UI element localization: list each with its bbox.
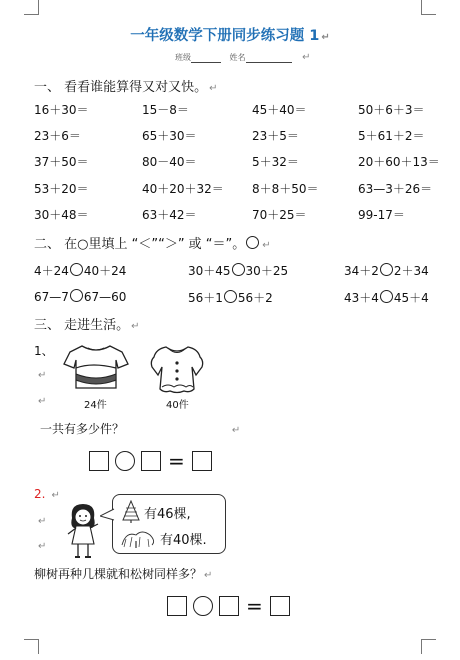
compare-left: 67—7 bbox=[34, 290, 69, 304]
section-2-heading bbox=[34, 233, 271, 252]
calc-problem: 8＋8＋50＝ bbox=[252, 182, 319, 196]
q1-answer-row bbox=[86, 451, 215, 471]
calc-problem: 63—3＋26＝ bbox=[358, 182, 433, 196]
section-2-text: 二、 在○里填上 “＜”“＞” 或 “＝”。 bbox=[34, 237, 246, 252]
corner-mark-bottom-left bbox=[24, 639, 39, 654]
equals-sign: = bbox=[168, 449, 185, 473]
calc-problem: 37＋50＝ bbox=[34, 155, 89, 169]
compare-item bbox=[34, 262, 126, 279]
pine-count-text: 有46棵, bbox=[144, 507, 191, 522]
calc-problem: 20＋60＋13＝ bbox=[358, 155, 440, 169]
answer-box[interactable] bbox=[167, 596, 187, 616]
page-title bbox=[0, 24, 460, 45]
class-label: 班级 bbox=[175, 53, 191, 62]
sweater-count: 40件 bbox=[166, 400, 189, 411]
q2-question bbox=[34, 565, 212, 582]
compare-right: 56＋2 bbox=[237, 291, 273, 305]
para-mark: ↵ bbox=[38, 370, 47, 381]
q2-heading bbox=[34, 487, 60, 501]
calc-problem: 99-17＝ bbox=[358, 208, 405, 222]
answer-box[interactable] bbox=[192, 451, 212, 471]
calc-problem: 65＋30＝ bbox=[142, 129, 197, 143]
calc-problem: 53＋20＝ bbox=[34, 182, 89, 196]
compare-circle[interactable] bbox=[70, 263, 83, 276]
answer-box[interactable] bbox=[141, 451, 161, 471]
compare-left: 30＋45 bbox=[188, 264, 231, 278]
q1-question-text: 一共有多少件？ bbox=[40, 422, 125, 436]
corner-mark-bottom-right bbox=[421, 639, 436, 654]
para-mark: ↵ bbox=[262, 240, 271, 251]
para-mark: ↵ bbox=[302, 52, 311, 63]
q2-number: 2. bbox=[34, 487, 46, 501]
answer-box[interactable] bbox=[89, 451, 109, 471]
compare-right: 40＋24 bbox=[83, 264, 127, 278]
calc-problem: 40＋20＋32＝ bbox=[142, 182, 224, 196]
compare-item bbox=[344, 262, 429, 279]
tshirt-icon bbox=[62, 342, 130, 392]
willow-count-text: 有40棵. bbox=[160, 533, 207, 548]
q1-question bbox=[40, 420, 240, 437]
compare-right: 67—60 bbox=[83, 290, 127, 304]
para-mark: ↵ bbox=[38, 396, 47, 407]
q2-question-text: 柳树再种几棵就和松树同样多？ bbox=[34, 567, 203, 581]
compare-item bbox=[188, 289, 273, 306]
compare-left: 56＋1 bbox=[188, 291, 223, 305]
compare-circle[interactable] bbox=[232, 263, 245, 276]
compare-left: 34＋2 bbox=[344, 264, 379, 278]
calc-problem: 63＋42＝ bbox=[142, 208, 197, 222]
compare-right: 30＋25 bbox=[245, 264, 289, 278]
section-1-heading bbox=[34, 76, 218, 95]
compare-circle[interactable] bbox=[380, 290, 393, 303]
class-name-line bbox=[175, 52, 310, 63]
corner-mark-top-right bbox=[421, 0, 436, 15]
girl-icon bbox=[66, 502, 100, 560]
willow-tree-icon bbox=[118, 527, 158, 549]
para-mark: ↵ bbox=[209, 83, 218, 94]
q1-number: 1、 bbox=[34, 344, 54, 358]
calc-problem: 23＋6＝ bbox=[34, 129, 81, 143]
compare-circle[interactable] bbox=[380, 263, 393, 276]
calc-problem: 23＋5＝ bbox=[252, 129, 299, 143]
page-title-text: 一年级数学下册同步练习题 1 bbox=[130, 28, 320, 44]
q2-answer-row bbox=[164, 596, 293, 616]
calc-problem: 50＋6＋3＝ bbox=[358, 103, 425, 117]
compare-left: 43＋4 bbox=[344, 291, 379, 305]
name-label: 姓名 bbox=[229, 53, 246, 62]
operator-circle[interactable] bbox=[115, 451, 135, 471]
calc-problem: 15－8＝ bbox=[142, 103, 189, 117]
sweater-icon bbox=[148, 343, 206, 395]
compare-item bbox=[188, 262, 288, 279]
class-blank[interactable] bbox=[191, 54, 221, 63]
bubble-tail bbox=[100, 508, 116, 522]
compare-right: 45＋4 bbox=[393, 291, 429, 305]
calc-problem: 16＋30＝ bbox=[34, 103, 89, 117]
calc-problem: 30＋48＝ bbox=[34, 208, 89, 222]
para-mark: ↵ bbox=[38, 541, 47, 552]
section-3-text: 三、 走进生活。 bbox=[34, 318, 130, 333]
para-mark: ↵ bbox=[231, 425, 241, 436]
compare-circle[interactable] bbox=[224, 290, 237, 303]
corner-mark-top-left bbox=[24, 0, 39, 15]
para-mark: ↵ bbox=[131, 321, 140, 332]
calc-problem: 45＋40＝ bbox=[252, 103, 307, 117]
answer-box[interactable] bbox=[270, 596, 290, 616]
para-mark: ↵ bbox=[38, 516, 47, 527]
compare-item bbox=[34, 289, 126, 304]
para-mark: ↵ bbox=[51, 490, 60, 501]
calc-problem: 5＋32＝ bbox=[252, 155, 299, 169]
para-mark: ↵ bbox=[204, 570, 213, 581]
calc-problem: 5＋61＋2＝ bbox=[358, 129, 425, 143]
tshirt-count: 24件 bbox=[84, 400, 107, 411]
compare-left: 4＋24 bbox=[34, 264, 69, 278]
calc-problem: 70＋25＝ bbox=[252, 208, 307, 222]
calc-problem: 80－40＝ bbox=[142, 155, 197, 169]
para-mark: ↵ bbox=[321, 32, 330, 43]
section-3-heading bbox=[34, 314, 140, 333]
compare-right: 2＋34 bbox=[393, 264, 429, 278]
operator-circle[interactable] bbox=[193, 596, 213, 616]
answer-box[interactable] bbox=[219, 596, 239, 616]
name-blank[interactable] bbox=[246, 54, 292, 63]
section-1-text: 一、 看看谁能算得又对又快。 bbox=[34, 80, 208, 95]
circle-symbol bbox=[246, 236, 259, 249]
equals-sign: = bbox=[246, 594, 263, 618]
compare-circle[interactable] bbox=[70, 289, 83, 302]
compare-item bbox=[344, 289, 429, 306]
pine-tree-icon bbox=[120, 500, 142, 524]
